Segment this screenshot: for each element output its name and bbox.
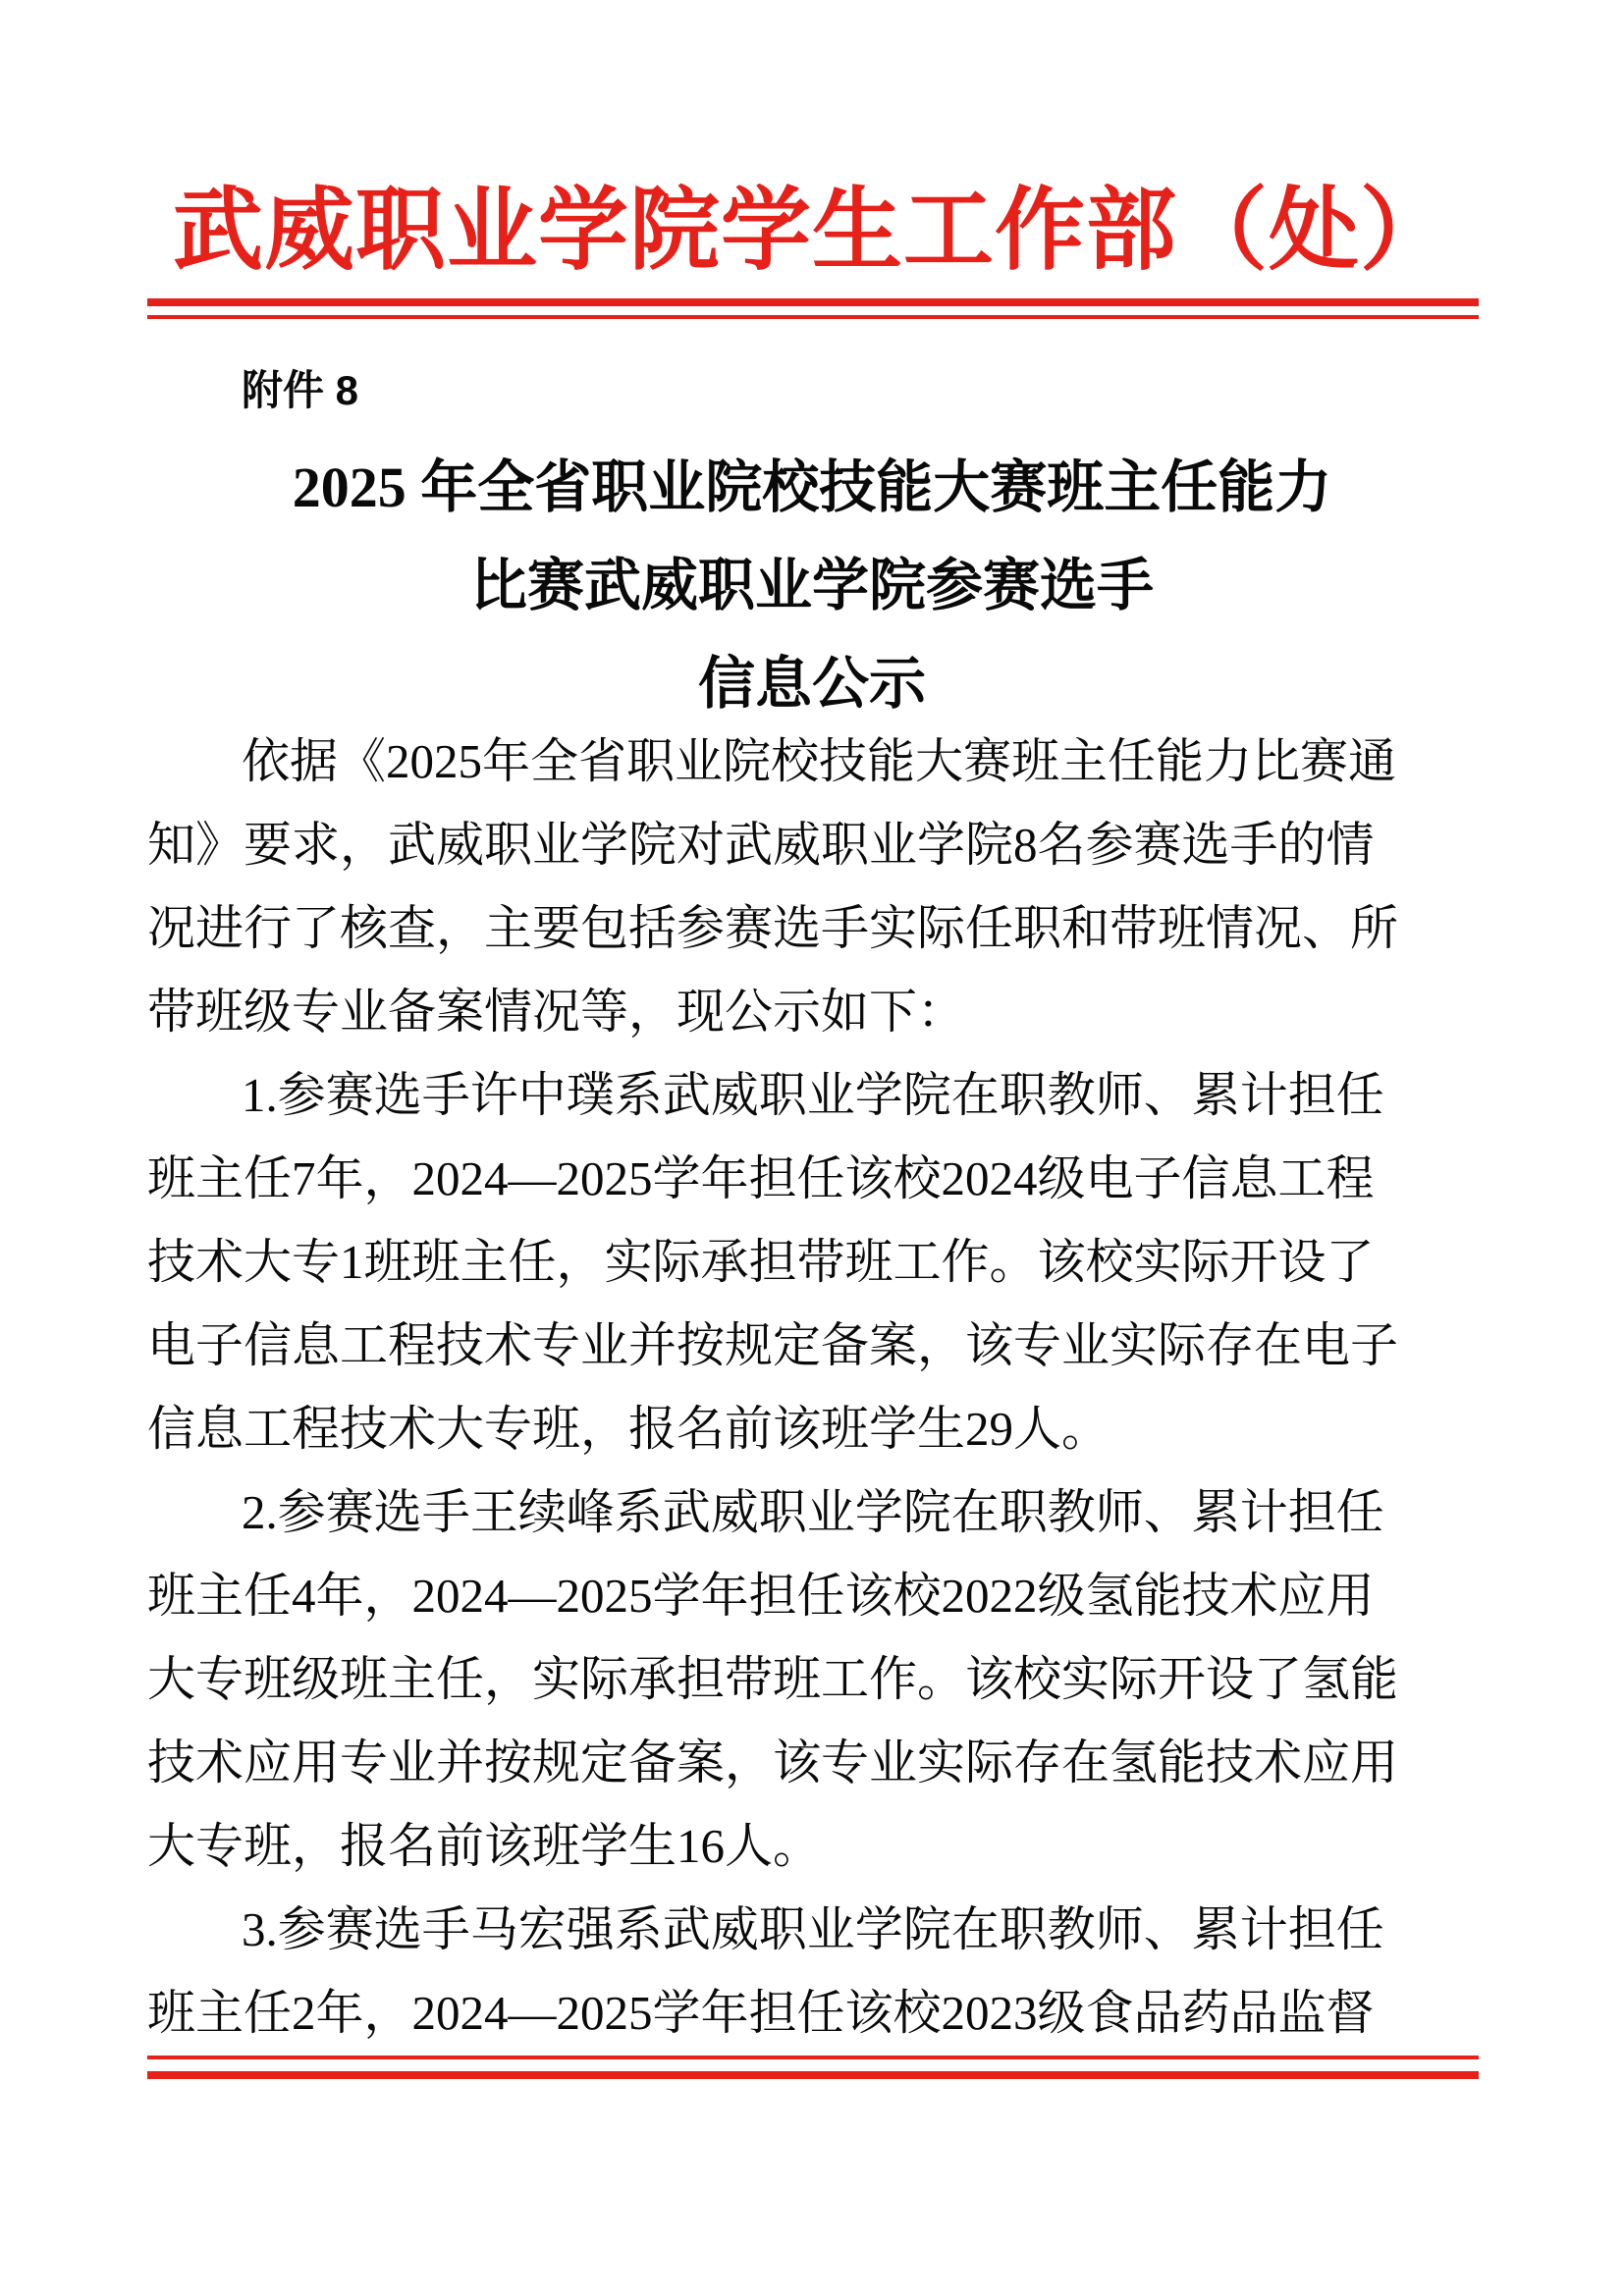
para3-line5: 大专班，报名前该班学生16人。 [147,1819,822,1873]
para1-line3: 况进行了核查，主要包括参赛选手实际任职和带班情况、所 [147,901,1399,955]
para4-line1: 3.参赛选手马宏强系武威职业学院在职教师、累计担任 [242,1902,1384,1956]
doc-title-line-3: 信息公示 [697,652,926,716]
para2-line3: 技术大专1班班主任，实际承担带班工作。该校实际开设了 [147,1235,1375,1289]
header-rule-thin [147,315,1479,319]
para1-line2: 知》要求，武威职业学院对武威职业学院8名参赛选手的情 [147,818,1375,872]
header-rule-thick [147,298,1479,306]
attachment-label: 附件 8 [242,367,359,413]
masthead-title: 武威职业学院学生工作部（处） [172,181,1451,281]
para3-line2: 班主任4年，2024—2025学年担任该校2022级氢能技术应用 [147,1569,1375,1623]
para1-line4: 带班级专业备案情况等，现公示如下： [147,985,966,1039]
para2-line2: 班主任7年，2024—2025学年担任该校2024级电子信息工程 [147,1151,1375,1205]
doc-title-line-1: 2025 年全省职业院校技能大赛班主任能力 [292,455,1332,519]
para2-line4: 电子信息工程技术专业并按规定备案，该专业实际存在电子 [147,1318,1399,1372]
footer-rule-thick [147,2071,1479,2079]
para3-line3: 大专班级班主任，实际承担带班工作。该校实际开设了氢能 [147,1652,1399,1706]
body-text [147,720,1483,2055]
doc-title [74,439,1550,733]
para3-line4: 技术应用专业并按规定备案，该专业实际存在氢能技术应用 [147,1735,1399,1789]
para2-line5: 信息工程技术大专班，报名前该班学生29人。 [147,1402,1110,1456]
para4-line2: 班主任2年，2024—2025学年担任该校2023级食品药品监督 [147,1986,1375,2040]
para2-line1: 1.参赛选手许中璞系武威职业学院在职教师、累计担任 [242,1068,1384,1122]
para3-line1: 2.参赛选手王续峰系武威职业学院在职教师、累计担任 [242,1485,1384,1539]
doc-title-line-2: 比赛武威职业学院参赛选手 [469,554,1154,617]
footer-rule-thin [147,2056,1479,2059]
para1-line1: 依据《2025年全省职业院校技能大赛班主任能力比赛通 [242,734,1397,788]
